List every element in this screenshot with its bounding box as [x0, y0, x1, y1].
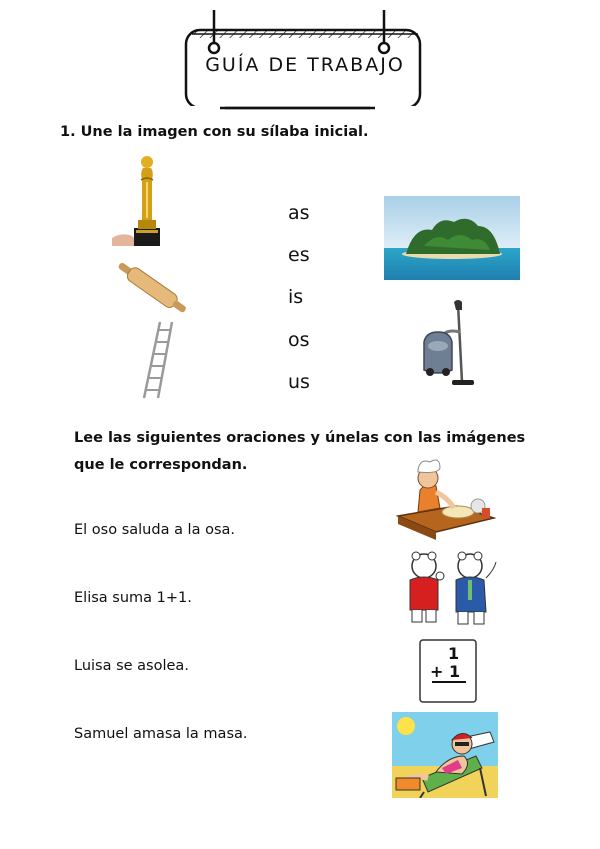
- sentence-1: El oso saluda a la osa.: [74, 522, 236, 538]
- math-card-top: 1: [448, 644, 460, 663]
- section2-instruction-line1: Lee las siguientes oraciones y únelas con las imágenes: [74, 430, 526, 446]
- sentence-4: Samuel amasa la masa.: [74, 726, 248, 742]
- ladder-image: [138, 320, 178, 400]
- syllable-us: us: [288, 371, 310, 393]
- sentence-2: Elisa suma 1+1.: [74, 590, 192, 606]
- math-card-bottom: + 1: [430, 662, 461, 681]
- polar-bears-image: [398, 548, 500, 628]
- syllable-as: as: [288, 202, 310, 224]
- syllable-es: es: [288, 244, 310, 266]
- baker-kneading-image: [396, 456, 496, 540]
- rolling-pin-image: [110, 256, 194, 320]
- syllable-os: os: [288, 329, 310, 351]
- section2-instruction-line2: que le correspondan.: [74, 457, 248, 473]
- section1-instruction: 1. Une la imagen con su sílaba inicial.: [60, 124, 369, 140]
- sentence-3: Luisa se asolea.: [74, 658, 189, 674]
- oscar-statuette-image: [112, 150, 176, 250]
- island-image: [384, 196, 520, 280]
- syllable-is: is: [288, 286, 304, 308]
- sunbathing-girl-image: [392, 712, 498, 798]
- vacuum-cleaner-image: [420, 298, 476, 390]
- page-title: GUÍA DE TRABAJO: [205, 54, 405, 76]
